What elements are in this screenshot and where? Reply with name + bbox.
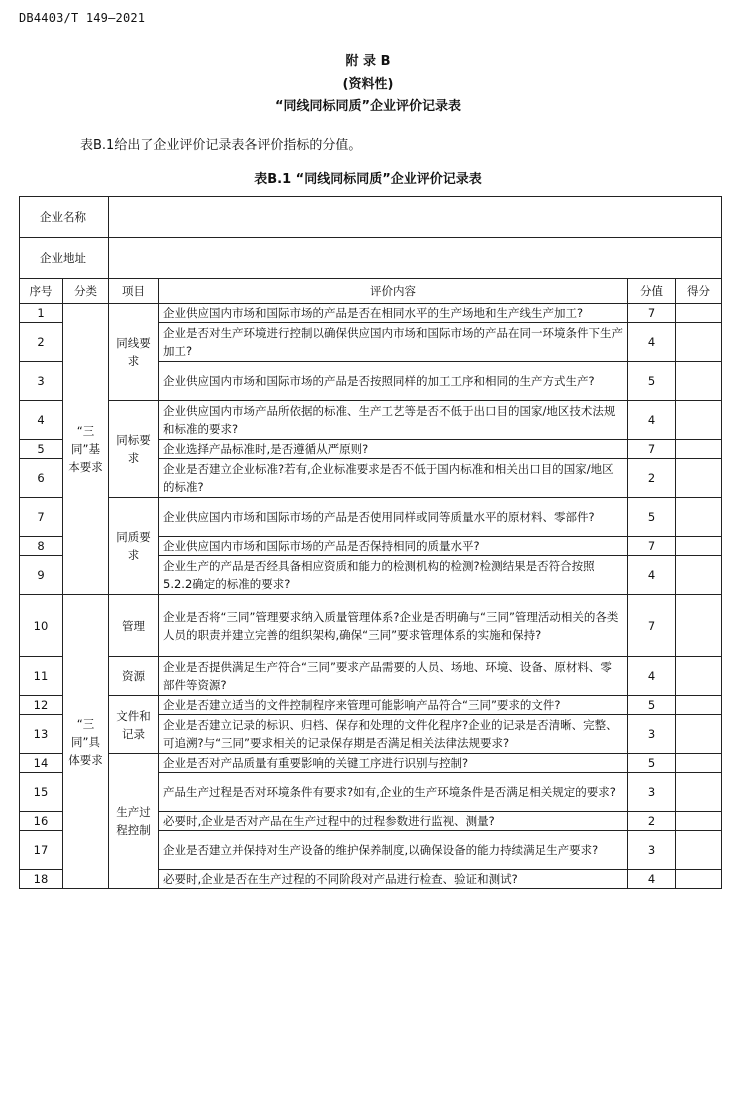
table-header-row [20, 279, 722, 304]
row-score: 2 [628, 812, 676, 831]
row-seq: 4 [20, 401, 63, 440]
row-earned-field[interactable] [676, 831, 722, 870]
table-row [20, 498, 722, 537]
row-seq: 16 [20, 812, 63, 831]
row-score: 4 [628, 323, 676, 362]
row-score: 7 [628, 537, 676, 556]
row-seq: 12 [20, 696, 63, 715]
company-name-field[interactable] [109, 197, 722, 238]
row-earned-field[interactable] [676, 498, 722, 537]
row-earned-field[interactable] [676, 323, 722, 362]
row-content: 企业是否对产品质量有重要影响的关键工序进行识别与控制? [159, 754, 628, 773]
category-basic: “三同”基本要求 [63, 304, 109, 595]
row-seq: 9 [20, 556, 63, 595]
row-score: 5 [628, 362, 676, 401]
item-production-control: 生产过程控制 [109, 754, 159, 889]
category-specific: “三同”具体要求 [63, 595, 109, 889]
row-seq: 13 [20, 715, 63, 754]
item-same-line: 同线要求 [109, 304, 159, 401]
row-earned-field[interactable] [676, 754, 722, 773]
item-same-standard: 同标要求 [109, 401, 159, 498]
row-seq: 15 [20, 773, 63, 812]
row-seq: 6 [20, 459, 63, 498]
row-score: 3 [628, 831, 676, 870]
row-score: 4 [628, 870, 676, 889]
row-seq: 10 [20, 595, 63, 657]
table-row [20, 304, 722, 323]
row-content: 企业是否建立记录的标识、归档、保存和处理的文件化程序?企业的记录是否清晰、完整、可追溯?与“三同”要求相关的记录保存期是否满足相关法律法规要求? [159, 715, 628, 754]
row-content: 产品生产过程是否对环境条件有要求?如有,企业的生产环境条件是否满足相关规定的要求? [159, 773, 628, 812]
appendix-nature: (资料性) [342, 77, 394, 92]
row-content: 企业是否将“三同”管理要求纳入质量管理体系?企业是否明确与“三同”管理活动相关的各类人员的职责并建立完善的组织架构,确保“三同”要求管理体系的实施和保持? [159, 595, 628, 657]
row-score: 4 [628, 657, 676, 696]
row-seq: 1 [20, 304, 63, 323]
row-score: 5 [628, 498, 676, 537]
row-score: 4 [628, 401, 676, 440]
row-earned-field[interactable] [676, 304, 722, 323]
row-score: 7 [628, 595, 676, 657]
company-name-row [20, 197, 722, 238]
table-caption: 表B.1 “同线同标同质”企业评价记录表 [254, 172, 482, 187]
item-same-quality: 同质要求 [109, 498, 159, 595]
header-category: 分类 [63, 279, 109, 304]
table-row [20, 401, 722, 440]
row-seq: 7 [20, 498, 63, 537]
row-seq: 17 [20, 831, 63, 870]
company-name-label: 企业名称 [20, 197, 109, 238]
header-item: 项目 [109, 279, 159, 304]
appendix-label: 附 录 B [345, 54, 391, 69]
row-earned-field[interactable] [676, 362, 722, 401]
row-content: 企业生产的产品是否经具备相应资质和能力的检测机构的检测?检测结果是否符合按照5.2.2确定的标准的要求? [159, 556, 628, 595]
row-earned-field[interactable] [676, 870, 722, 889]
row-score: 5 [628, 696, 676, 715]
row-content: 企业是否提供满足生产符合“三同”要求产品需要的人员、场地、环境、设备、原材料、零部件等资源? [159, 657, 628, 696]
row-earned-field[interactable] [676, 401, 722, 440]
table-row [20, 657, 722, 696]
table-row [20, 595, 722, 657]
row-earned-field[interactable] [676, 459, 722, 498]
row-earned-field[interactable] [676, 537, 722, 556]
row-content: 企业供应国内市场和国际市场的产品是否按照同样的加工工序和相同的生产方式生产? [159, 362, 628, 401]
company-address-label: 企业地址 [20, 238, 109, 279]
row-earned-field[interactable] [676, 773, 722, 812]
row-earned-field[interactable] [676, 715, 722, 754]
table-row [20, 696, 722, 715]
row-content: 企业供应国内市场和国际市场的产品是否使用同样或同等质量水平的原材料、零部件? [159, 498, 628, 537]
row-content: 企业是否对生产环境进行控制以确保供应国内市场和国际市场的产品在同一环境条件下生产加工? [159, 323, 628, 362]
header-score: 分值 [628, 279, 676, 304]
evaluation-record-table [19, 196, 722, 889]
row-seq: 18 [20, 870, 63, 889]
company-address-field[interactable] [109, 238, 722, 279]
row-content: 企业选择产品标准时,是否遵循从严原则? [159, 440, 628, 459]
item-management: 管理 [109, 595, 159, 657]
row-score: 7 [628, 440, 676, 459]
row-seq: 2 [20, 323, 63, 362]
row-seq: 11 [20, 657, 63, 696]
row-content: 企业供应国内市场和国际市场的产品是否保持相同的质量水平? [159, 537, 628, 556]
row-content: 必要时,企业是否对产品在生产过程中的过程参数进行监视、测量? [159, 812, 628, 831]
row-content: 企业供应国内市场产品所依据的标准、生产工艺等是否不低于出口目的国家/地区技术法规和标准的要求? [159, 401, 628, 440]
row-score: 3 [628, 773, 676, 812]
appendix-title: “同线同标同质”企业评价记录表 [274, 99, 462, 114]
row-content: 必要时,企业是否在生产过程的不同阶段对产品进行检查、验证和测试? [159, 870, 628, 889]
header-content: 评价内容 [159, 279, 628, 304]
row-score: 4 [628, 556, 676, 595]
row-content: 企业是否建立并保持对生产设备的维护保养制度,以确保设备的能力持续满足生产要求? [159, 831, 628, 870]
row-content: 企业供应国内市场和国际市场的产品是否在相同水平的生产场地和生产线生产加工? [159, 304, 628, 323]
header-seq: 序号 [20, 279, 63, 304]
row-score: 2 [628, 459, 676, 498]
row-earned-field[interactable] [676, 595, 722, 657]
row-content: 企业是否建立企业标准?若有,企业标准要求是否不低于国内标准和相关出口目的国家/地区的标准? [159, 459, 628, 498]
row-score: 7 [628, 304, 676, 323]
header-earned: 得分 [676, 279, 722, 304]
row-seq: 14 [20, 754, 63, 773]
row-score: 3 [628, 715, 676, 754]
document-code: DB4403/T 149—2021 [19, 11, 146, 25]
item-documents-records: 文件和记录 [109, 696, 159, 754]
row-seq: 3 [20, 362, 63, 401]
row-earned-field[interactable] [676, 812, 722, 831]
row-content: 企业是否建立适当的文件控制程序来管理可能影响产品符合“三同”要求的文件? [159, 696, 628, 715]
row-earned-field[interactable] [676, 657, 722, 696]
row-earned-field[interactable] [676, 440, 722, 459]
table-row [20, 754, 722, 773]
intro-paragraph: 表B.1给出了企业评价记录表各评价指标的分值。 [80, 138, 362, 153]
row-score: 5 [628, 754, 676, 773]
item-resources: 资源 [109, 657, 159, 696]
row-seq: 5 [20, 440, 63, 459]
company-address-row [20, 238, 722, 279]
row-seq: 8 [20, 537, 63, 556]
row-earned-field[interactable] [676, 556, 722, 595]
row-earned-field[interactable] [676, 696, 722, 715]
